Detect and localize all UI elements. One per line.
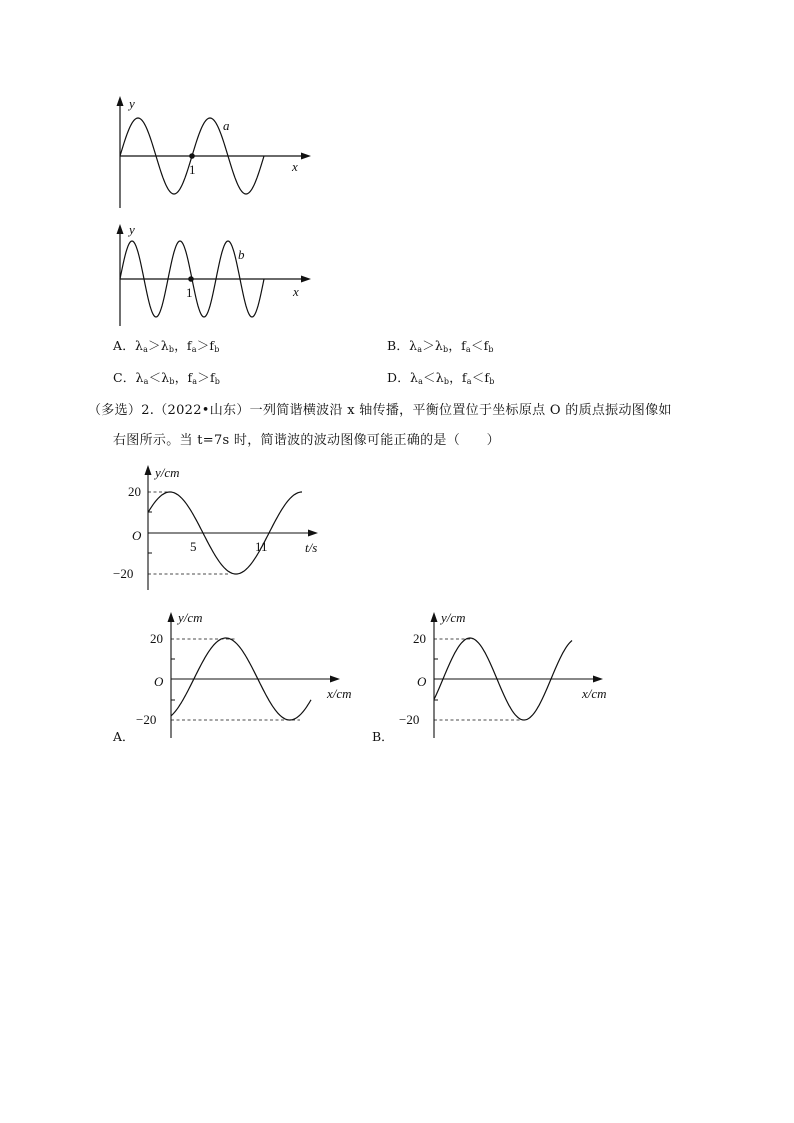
x-axis-arrow xyxy=(593,676,603,683)
y-max-label: 20 xyxy=(413,631,426,646)
origin-label: O xyxy=(154,674,164,689)
question-2-line-1: （多选）2.（2022•山东）一列简谐横波沿 x 轴传播，平衡位置位于坐标原点 O 的质点振动图像如 xyxy=(88,403,672,418)
y-min-label: −20 xyxy=(399,712,420,727)
tick-label-1: 1 xyxy=(189,162,196,177)
y-min-label: −20 xyxy=(136,712,157,727)
origin-label: O xyxy=(417,674,427,689)
option-a-label[interactable]: A． xyxy=(113,729,135,744)
option-d[interactable]: D．$\lambda_a<\lambda_b$，$f_a<f_b$ xyxy=(387,370,495,386)
option-letter: A． xyxy=(113,338,135,353)
t-axis-label: t/s xyxy=(305,540,318,555)
x-axis-label: x xyxy=(293,284,299,299)
tick-label-1: 1 xyxy=(186,285,193,300)
option-letter: D． xyxy=(387,370,410,385)
option-b-label[interactable]: B． xyxy=(372,729,394,744)
x-axis-label: x/cm xyxy=(582,686,607,701)
x-axis-label: x xyxy=(292,159,298,174)
option-a[interactable]: A．$\lambda_a>\lambda_b$，$f_a>f_b$ xyxy=(113,338,220,354)
tick-label-5: 5 xyxy=(190,539,197,554)
option-letter: B． xyxy=(387,338,410,353)
y-max-label: 20 xyxy=(150,631,163,646)
y-axis-label: y/cm xyxy=(178,610,203,625)
y-max-label: 20 xyxy=(128,484,141,499)
tick-label-11: 11 xyxy=(255,539,268,554)
origin-label: O xyxy=(132,528,142,543)
y-axis-label: y xyxy=(129,222,135,237)
y-axis-arrow xyxy=(431,612,438,622)
curve-label-a: a xyxy=(223,118,230,133)
y-min-label: −20 xyxy=(113,566,134,581)
y-axis-label: y/cm xyxy=(441,610,466,625)
curve-label-b: b xyxy=(238,247,245,262)
x-axis-label: x/cm xyxy=(327,686,352,701)
option-c[interactable]: C．$\lambda_a<\lambda_b$，$f_a>f_b$ xyxy=(113,370,221,386)
y-axis-label: y xyxy=(129,96,135,111)
question-2-line-2: 右图所示。当 t=7s 时，简谐波的波动图像可能正确的是（ ） xyxy=(113,433,500,448)
option-letter: C． xyxy=(113,370,136,385)
option-b[interactable]: B．$\lambda_a>\lambda_b$，$f_a<f_b$ xyxy=(387,338,494,354)
y-axis-label: y/cm xyxy=(155,465,180,480)
